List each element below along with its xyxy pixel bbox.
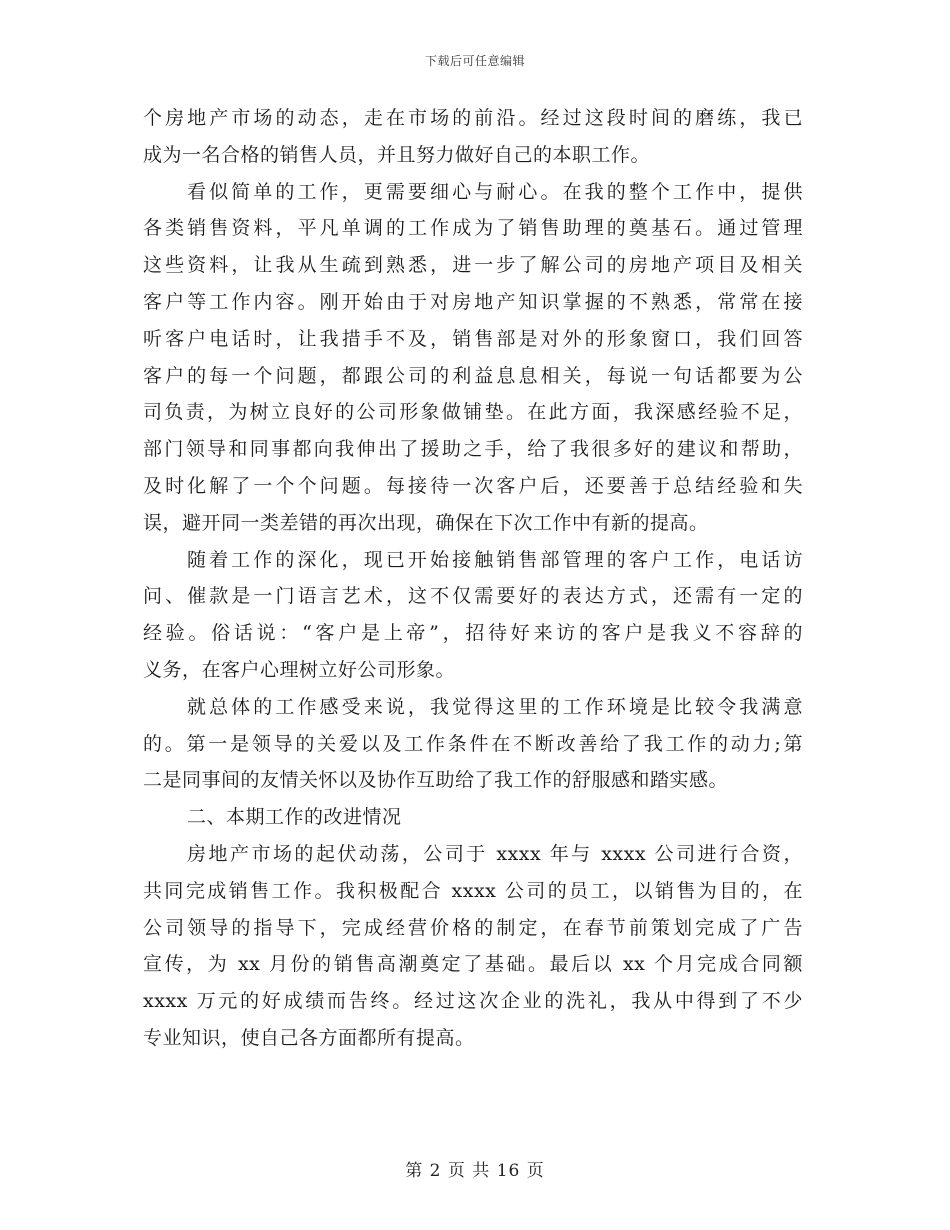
text-line: 看似简单的工作，更需要细心与耐心。在我的整个工作中，提供 [187, 180, 803, 203]
text-line: 各类销售资料，平凡单调的工作成为了销售助理的奠基石。通过管理 [143, 217, 803, 240]
text-line: 就总体的工作感受来说，我觉得这里的工作环境是比较令我满意 [187, 695, 803, 718]
text-line: 这些资料，让我从生疏到熟悉，进一步了解公司的房地产项目及相关 [143, 254, 803, 277]
text-line: 房地产市场的起伏动荡，公司于 xxxx 年与 xxxx 公司进行合资， [187, 842, 803, 865]
text-line: 的。第一是领导的关爱以及工作条件在不断改善给了我工作的动力;第 [143, 732, 803, 755]
text-line: 及时化解了一个个问题。每接待一次客户后，还要善于总结经验和失 [143, 474, 803, 497]
text-line: 成为一名合格的销售人员，并且努力做好自己的本职工作。 [143, 143, 651, 166]
text-line: 司负责，为树立良好的公司形象做铺垫。在此方面，我深感经验不足， [143, 401, 803, 424]
page-header: 下载后可任意编辑 [424, 54, 525, 68]
text-line: 客户等工作内容。刚开始由于对房地产知识掌握的不熟悉，常常在接 [143, 290, 803, 313]
text-line: 义务，在客户心理树立好公司形象。 [143, 658, 456, 681]
page-number: 第 2 页 共 16 页 [405, 1161, 545, 1181]
text-line: 客户的每一个问题，都跟公司的利益息息相关，每说一句话都要为公 [143, 364, 803, 387]
text-line: 个房地产市场的动态，走在市场的前沿。经过这段时间的磨练，我已 [143, 107, 803, 129]
text-line: 共同完成销售工作。我积极配合 xxxx 公司的员工，以销售为目的，在 [143, 879, 803, 902]
text-line: 公司领导的指导下，完成经营价格的制定，在春节前策划完成了广告 [143, 916, 803, 939]
text-line: 听客户电话时，让我措手不及，销售部是对外的形象窗口，我们回答 [143, 327, 803, 350]
text-line: 专业知识，使自己各方面都所有提高。 [143, 1026, 475, 1049]
document-body [143, 100, 803, 1057]
text-line: 宣传，为 xx 月份的销售高潮奠定了基础。最后以 xx 个月完成合同额 [143, 953, 803, 976]
text-line: 误，避开同一类差错的再次出现，确保在下次工作中有新的提高。 [143, 511, 709, 534]
text-line: 经验。俗话说：“客户是上帝”，招待好来访的客户是我义不容辞的 [143, 622, 803, 645]
text-line: 问、催款是一门语言艺术，这不仅需要好的表达方式，还需有一定的 [143, 585, 803, 608]
text-line: 部门领导和同事都向我伸出了援助之手，给了我很多好的建议和帮助， [143, 438, 803, 461]
text-line: 二是同事间的友情关怀以及协作互助给了我工作的舒服感和踏实感。 [143, 769, 729, 792]
text-line: 随着工作的深化，现已开始接触销售部管理的客户工作，电话访 [187, 548, 803, 571]
text-line: xxxx 万元的好成绩而告终。经过这次企业的洗礼，我从中得到了不少 [143, 990, 803, 1013]
text-line: 二、本期工作的改进情况 [187, 806, 402, 829]
